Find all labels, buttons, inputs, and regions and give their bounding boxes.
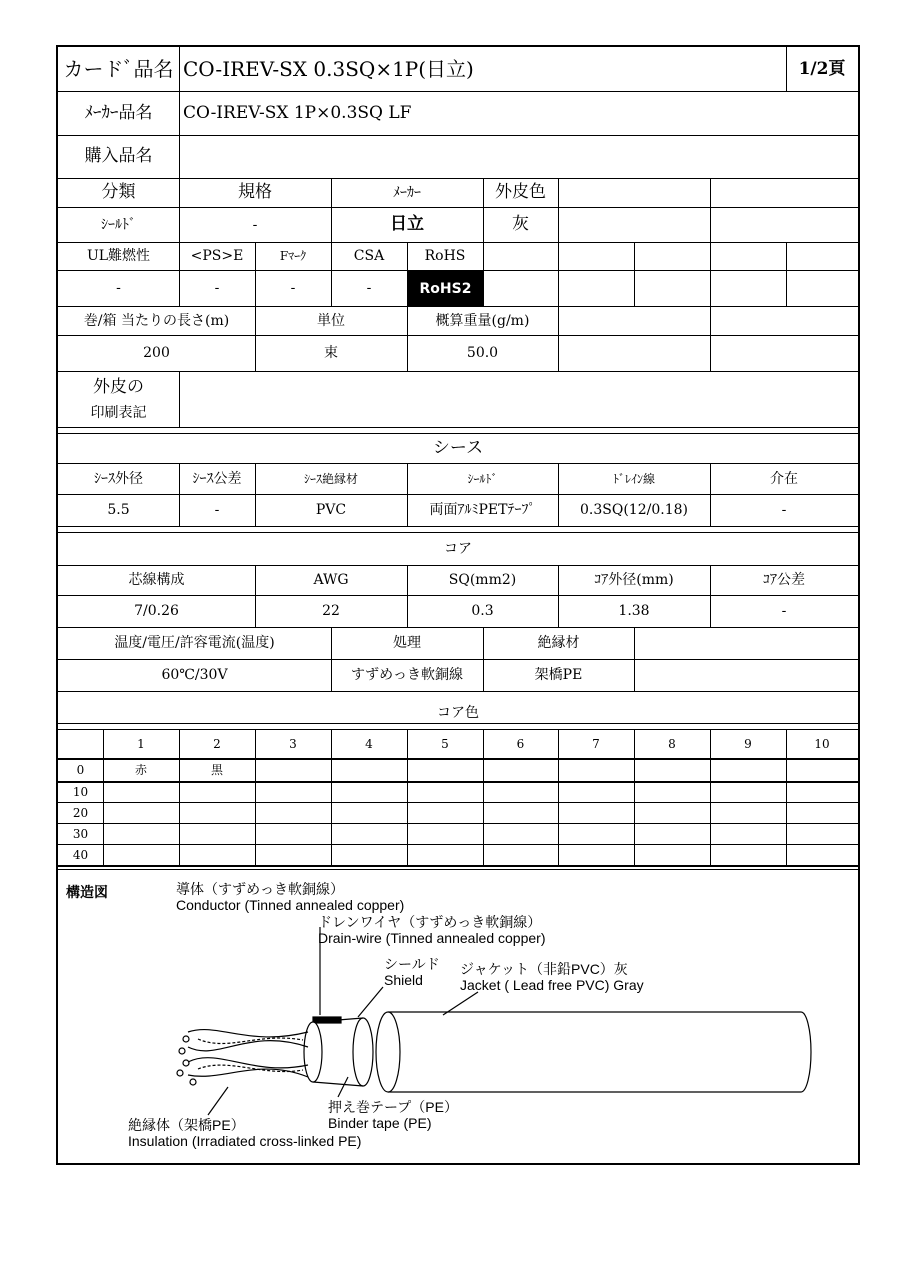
color-cell: [710, 823, 786, 844]
sq-value: 0.3: [471, 603, 494, 619]
color-cell: [331, 759, 407, 781]
color-cell: [407, 802, 483, 823]
color-cell: [103, 823, 179, 844]
sheath-title: シース: [432, 437, 484, 458]
color-column-header: 10: [814, 736, 830, 751]
color-cell: [786, 844, 858, 865]
color-cell: [710, 759, 786, 781]
sheath-material-value: PVC: [315, 502, 347, 518]
card-name-label: カードﾞ品名: [63, 57, 174, 81]
drain-value: 0.3SQ(12/0.18): [580, 502, 688, 518]
shield-label-en: Shield: [384, 972, 423, 989]
core-title: コア: [444, 540, 472, 557]
color-column-header: 2: [213, 736, 221, 751]
sheath-tol-value: -: [214, 502, 220, 518]
f-mark-header: Fﾏｰｸ: [279, 249, 307, 263]
binder-leader: [338, 1077, 348, 1097]
conductor-header: 芯線構成: [128, 572, 185, 588]
color-cell: [710, 844, 786, 865]
color-cell: [331, 823, 407, 844]
drain-wire-mark: [313, 1017, 341, 1023]
shield-value: 両面ｱﾙﾐPETﾃｰﾌﾟ: [429, 502, 536, 518]
conductor-label-ja: 導体（すずめっき軟銅線）: [176, 881, 344, 897]
filler-value: -: [781, 502, 787, 518]
color-cell: [786, 823, 858, 844]
shield-label-ja: シールド: [384, 956, 440, 972]
sheath-od-header: ｼｰｽ外径: [94, 470, 143, 487]
color-cell: [179, 823, 255, 844]
page-number: 1/2頁: [798, 58, 846, 79]
sq-header: SQ(mm2): [448, 572, 517, 588]
color-column-header: 7: [592, 736, 600, 751]
print-label-line1: 外皮の: [93, 376, 144, 397]
sheath-material-header: ｼｰｽ絶縁材: [303, 471, 358, 486]
core-od-header: ｺｱ外径(mm): [594, 572, 674, 588]
sheath-tol-header: ｼｰｽ公差: [192, 470, 242, 487]
color-cell: [331, 781, 407, 802]
spec-sheet: [56, 45, 860, 1165]
maker-name-label: ﾒｰｶｰ品名: [84, 102, 153, 123]
conductor-value: 7/0.26: [134, 603, 179, 619]
weight-header: 概算重量(g/m): [435, 312, 530, 329]
color-cell: [634, 844, 710, 865]
color-column-header: 4: [365, 736, 373, 751]
insulation-leader: [208, 1087, 228, 1115]
standard-value: -: [252, 216, 258, 233]
color-cell: [255, 781, 331, 802]
length-header: 巻/箱 当たりの長さ(m): [83, 312, 230, 329]
color-cell: [255, 802, 331, 823]
color-cell: [558, 844, 634, 865]
shield-leader: [358, 987, 383, 1017]
temp-header: 温度/電圧/許容電流(温度): [114, 635, 275, 651]
color-column-header: 5: [441, 736, 449, 751]
color-row-index: 10: [72, 784, 89, 799]
binder-label-en: Binder tape (PE): [328, 1115, 432, 1132]
color-cell: [634, 781, 710, 802]
color-cell: [179, 802, 255, 823]
treatment-header: 処理: [393, 635, 421, 651]
color-cell: [634, 759, 710, 781]
unit-value: 束: [324, 345, 338, 361]
color-cell: [786, 802, 858, 823]
color-cell: [407, 759, 483, 781]
color-column-header: 8: [668, 736, 676, 751]
color-cell: 赤: [134, 763, 147, 777]
color-cell: [558, 823, 634, 844]
color-cell: [331, 802, 407, 823]
core-color-title: コア色: [437, 705, 479, 721]
color-cell: [558, 781, 634, 802]
color-cell: [407, 781, 483, 802]
rohs-badge: RoHS2: [408, 271, 483, 306]
outer-color-value: 灰: [512, 214, 529, 234]
jacket-label-ja: ジャケット（非鉛PVC）灰: [460, 961, 628, 977]
color-cell: [103, 802, 179, 823]
insulation-label-en: Insulation (Irradiated cross-linked PE): [128, 1133, 362, 1150]
color-cell: [483, 802, 558, 823]
print-label-line2: 印刷表記: [90, 405, 147, 421]
shield-layer: [353, 1018, 373, 1086]
awg-value: 22: [322, 603, 340, 619]
treatment-value: すずめっき軟銅線: [351, 667, 463, 683]
cable-structure-drawing: [58, 47, 858, 1163]
color-cell: [255, 759, 331, 781]
maker-header: ﾒｰｶｰ: [393, 184, 421, 201]
color-cell: [103, 781, 179, 802]
sheath-od-value: 5.5: [107, 502, 130, 518]
color-cell: [634, 823, 710, 844]
core-od-value: 1.38: [618, 603, 650, 619]
temp-value: 60℃/30V: [161, 667, 228, 683]
insulation-header: 絶縁材: [537, 635, 580, 651]
color-cell: [710, 802, 786, 823]
color-cell: [483, 823, 558, 844]
length-value: 200: [143, 345, 170, 361]
color-cell: [255, 823, 331, 844]
color-column-header: 9: [744, 736, 752, 751]
color-cell: [634, 802, 710, 823]
maker-value: 日立: [390, 214, 424, 234]
color-column-header: 1: [137, 736, 145, 751]
standard-header: 規格: [238, 182, 272, 202]
insulation-value: 架橋PE: [534, 667, 583, 683]
color-cell: 黒: [210, 763, 223, 777]
maker-name-value: CO-IREV-SX 1P×0.3SQ LF: [183, 102, 412, 123]
jacket-label-en: Jacket ( Lead free PVC) Gray: [460, 977, 644, 994]
color-cell: [483, 844, 558, 865]
binder-label-ja: 押え巻テープ（PE）: [328, 1099, 458, 1115]
color-row-index: 20: [72, 805, 89, 820]
core-twist-1: [188, 1030, 308, 1037]
card-name-value: CO-IREV-SX 0.3SQ×1P(日立): [183, 57, 474, 81]
core-tol-header: ｺｱ公差: [763, 572, 805, 588]
csa-header: CSA: [353, 248, 385, 264]
purchase-name-label: 購入品名: [84, 146, 153, 166]
color-cell: [179, 844, 255, 865]
color-cell: [179, 781, 255, 802]
class-header: 分類: [101, 182, 136, 202]
structure-title: 構造図: [66, 884, 108, 900]
color-cell: [407, 844, 483, 865]
conductor-label-en: Conductor (Tinned annealed copper): [176, 897, 405, 914]
shield-header: ｼｰﾙﾄﾞ: [467, 471, 498, 486]
unit-header: 単位: [317, 312, 345, 329]
color-column-header: 6: [516, 736, 525, 751]
color-cell: [255, 844, 331, 865]
f-mark-value: -: [290, 280, 296, 296]
color-cell: [407, 823, 483, 844]
color-cell: [331, 844, 407, 865]
rohs-header: RoHS: [424, 248, 466, 264]
color-cell: [483, 759, 558, 781]
core-tol-value: -: [781, 603, 787, 619]
csa-value: -: [366, 280, 372, 296]
color-cell: [103, 844, 179, 865]
awg-header: AWG: [313, 572, 349, 588]
drain-label-en: Drain-wire (Tinned annealed copper): [318, 930, 546, 947]
color-row-index: 40: [72, 847, 89, 862]
ul-header: UL難燃性: [86, 248, 151, 264]
drain-header: ﾄﾞﾚｲﾝ線: [612, 471, 655, 486]
jacket-outline: [388, 1012, 811, 1092]
color-cell: [710, 781, 786, 802]
pse-value: -: [214, 280, 220, 296]
drain-label-ja: ドレンワイヤ（すずめっき軟銅線）: [318, 914, 542, 930]
color-cell: [786, 759, 858, 781]
weight-value: 50.0: [466, 345, 499, 361]
color-column-header: 3: [289, 736, 297, 751]
color-cell: [558, 802, 634, 823]
color-row-index: 30: [72, 826, 89, 841]
outer-color-header: 外皮色: [495, 182, 546, 202]
color-row-index: 0: [76, 763, 85, 777]
insulation-label-ja: 絶縁体（架橋PE）: [128, 1117, 245, 1133]
pse-header: <PS>E: [190, 248, 244, 264]
color-cell: [558, 759, 634, 781]
color-cell: [483, 781, 558, 802]
filler-header: 介在: [770, 470, 798, 487]
ul-value: -: [116, 280, 121, 296]
binder-layer: [304, 1022, 322, 1082]
color-cell: [786, 781, 858, 802]
class-value: ｼｰﾙﾄﾞ: [101, 216, 136, 233]
